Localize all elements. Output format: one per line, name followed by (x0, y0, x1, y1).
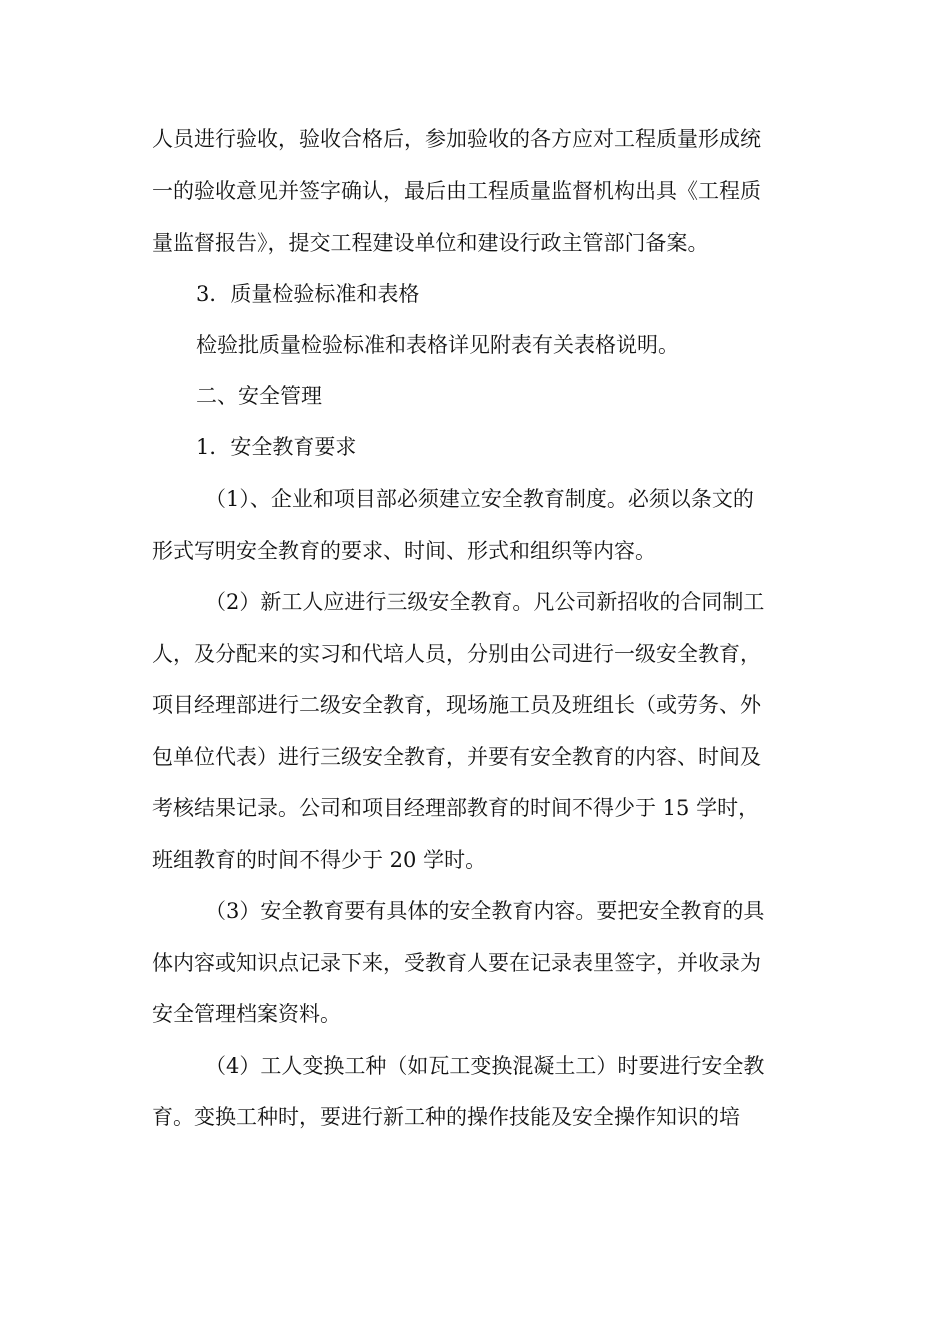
paragraph-line: 体内容或知识点记录下来，受教育人要在记录表里签字，并收录为 (152, 951, 761, 975)
paragraph-line: 人，及分配来的实习和代培人员，分别由公司进行一级安全教育， (152, 642, 761, 666)
paragraph-line: 育。变换工种时，要进行新工种的操作技能及安全操作知识的培 (152, 1105, 740, 1129)
paragraph-line: 一的验收意见并签字确认，最后由工程质量监督机构出具《工程质 (152, 179, 761, 203)
paragraph-line: 考核结果记录。公司和项目经理部教育的时间不得少于 15 学时， (152, 796, 760, 820)
paragraph-line: 安全管理档案资料。 (152, 1002, 341, 1026)
paragraph-line: 班组教育的时间不得少于 20 学时。 (152, 848, 487, 872)
paragraph-line: 形式写明安全教育的要求、时间、形式和组织等内容。 (152, 539, 656, 563)
paragraph-line: （1）、企业和项目部必须建立安全教育制度。必须以条文的 (205, 487, 754, 511)
section-heading: 1．安全教育要求 (196, 435, 357, 459)
paragraph-line: 人员进行验收，验收合格后，参加验收的各方应对工程质量形成统 (152, 127, 761, 151)
paragraph-line: （4）工人变换工种（如瓦工变换混凝土工）时要进行安全教 (205, 1054, 765, 1078)
section-heading: 3．质量检验标准和表格 (196, 282, 420, 306)
paragraph-line: 检验批质量检验标准和表格详见附表有关表格说明。 (196, 333, 679, 357)
paragraph-line: （3）安全教育要有具体的安全教育内容。要把安全教育的具 (205, 899, 765, 923)
paragraph-line: 项目经理部进行二级安全教育，现场施工员及班组长（或劳务、外 (152, 693, 761, 717)
paragraph-line: （2）新工人应进行三级安全教育。凡公司新招收的合同制工 (205, 590, 765, 614)
paragraph-line: 量监督报告》，提交工程建设单位和建设行政主管部门备案。 (152, 231, 709, 255)
section-heading: 二、安全管理 (196, 384, 322, 408)
paragraph-line: 包单位代表）进行三级安全教育，并要有安全教育的内容、时间及 (152, 745, 761, 769)
